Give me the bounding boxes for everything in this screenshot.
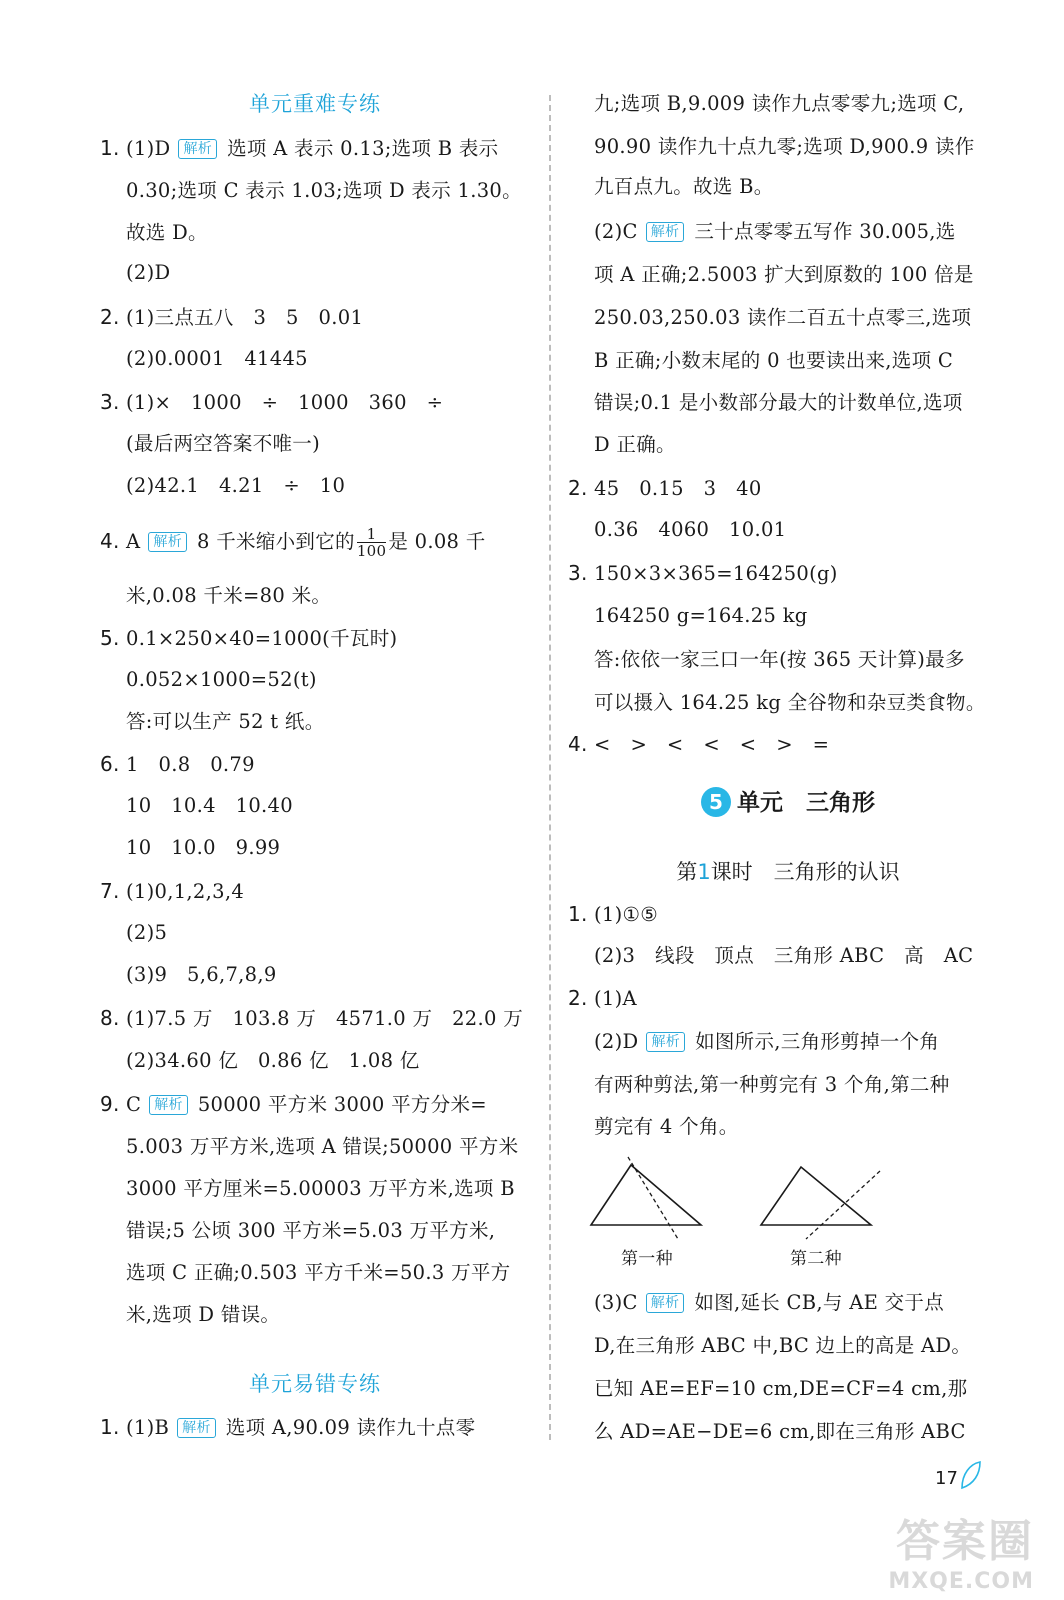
answer-line: 8. (1)7.5 万 103.8 万 4571.0 万 22.0 万	[100, 1006, 524, 1030]
answer-line: 剪完有 4 个角。	[594, 1115, 739, 1138]
answer-line: 0.30;选项 C 表示 1.03;选项 D 表示 1.30。	[126, 179, 522, 202]
analysis-tag: 解析	[646, 1032, 685, 1052]
answer-line: 3. 150×3×365=164250(g)	[568, 561, 838, 585]
figure-label-second: 第二种	[790, 1249, 842, 1269]
answer-line: 么 AD=AE−DE=6 cm,即在三角形 ABC	[594, 1420, 966, 1443]
answer-line: 164250 g=164.25 kg	[594, 604, 808, 627]
answer-line: 可以摄入 164.25 kg 全谷物和杂豆类食物。	[594, 691, 986, 714]
answer-line: 答:依依一家三口一年(按 365 天计算)最多	[594, 648, 965, 671]
answer-line: 米,0.08 千米=80 米。	[126, 584, 332, 607]
answer-line: 4. A 解析 8 千米缩小到它的 $\frac{1}{100}$ 是 0.08 千	[100, 525, 486, 560]
figure-first-cut	[591, 1157, 701, 1239]
answer-line: B 正确;小数末尾的 0 也要读出来,选项 C	[594, 349, 954, 372]
answer-line: 2. (1)三点五八 3 5 0.01	[100, 305, 364, 329]
answer-line: (2)D 解析 如图所示,三角形剪掉一个角	[594, 1030, 940, 1053]
answer-line: 250.03,250.03 读作二百五十点零三,选项	[594, 306, 972, 329]
answer-line: 答:可以生产 52 t 纸。	[126, 710, 325, 733]
answer-line: 7. (1)0,1,2,3,4	[100, 879, 245, 903]
answer-line: (2)3 线段 顶点 三角形 ABC 高 AC	[594, 944, 974, 967]
leaf-icon	[958, 1460, 984, 1490]
answer-line: 1. (1)D 解析 选项 A 表示 0.13;选项 B 表示	[100, 136, 499, 160]
answer-line: 1. (1)①⑤	[568, 902, 659, 926]
unit-number-badge: 5	[701, 787, 731, 817]
answer-line: 3000 平方厘米=5.00003 万平方米,选项 B	[126, 1177, 515, 1200]
analysis-tag: 解析	[646, 1293, 685, 1313]
answer-line: 1. (1)B 解析 选项 A,90.09 读作九十点零	[100, 1415, 476, 1439]
answer-line: (2)42.1 4.21 ÷ 10	[126, 474, 346, 497]
unit-heading: 5 单元 三角形	[568, 784, 1008, 817]
answer-line: 0.052×1000=52(t)	[126, 668, 317, 691]
answer-line: 6. 1 0.8 0.79	[100, 752, 255, 776]
answer-line: 2. 45 0.15 3 40	[568, 476, 762, 500]
answer-line: (2)D	[126, 261, 171, 284]
answer-line: D 正确。	[594, 433, 676, 456]
answer-line: (2)0.0001 41445	[126, 347, 308, 370]
answer-line: 4. < > < < < > =	[568, 732, 830, 756]
answer-line: 已知 AE=EF=10 cm,DE=CF=4 cm,那	[594, 1377, 968, 1400]
analysis-tag: 解析	[178, 139, 217, 159]
column-divider	[549, 95, 551, 1440]
answer-line: D,在三角形 ABC 中,BC 边上的高是 AD。	[594, 1334, 972, 1357]
answer-line: 九百点九。故选 B。	[594, 175, 774, 198]
triangle-shape	[591, 1165, 701, 1225]
figure-second-cut	[761, 1167, 880, 1239]
triangle-shape	[761, 1167, 871, 1225]
answer-line: 故选 D。	[126, 221, 208, 244]
answer-line: (3)C 解析 如图,延长 CB,与 AE 交于点	[594, 1291, 945, 1314]
answer-line: 5.003 万平方米,选项 A 错误;50000 平方米	[126, 1135, 519, 1158]
answer-line: 3. (1)× 1000 ÷ 1000 360 ÷	[100, 390, 444, 414]
answer-line: 10 10.0 9.99	[126, 836, 281, 859]
analysis-tag: 解析	[646, 222, 685, 242]
answer-line: 九;选项 B,9.009 读作九点零零九;选项 C,	[594, 92, 965, 115]
answer-note: (最后两空答案不唯一)	[126, 432, 321, 455]
analysis-tag: 解析	[149, 1095, 188, 1115]
answer-line: 2. (1)A	[568, 986, 637, 1010]
answer-line: 错误;5 公顷 300 平方米=5.03 万平方米,	[126, 1219, 496, 1242]
section-title-key-practice: 单元重难专练	[249, 92, 381, 116]
answer-line: 选项 C 正确;0.503 平方千米=50.3 万平方	[126, 1261, 511, 1284]
answer-line: 5. 0.1×250×40=1000(千瓦时)	[100, 626, 398, 650]
section-title-error-practice: 单元易错专练	[249, 1372, 381, 1396]
page-number: 17	[935, 1468, 958, 1489]
answer-line: 有两种剪法,第一种剪完有 3 个角,第二种	[594, 1073, 950, 1096]
analysis-tag: 解析	[177, 1418, 216, 1438]
watermark: 答案圈 MXQE.COM	[888, 1516, 1034, 1594]
answer-line: (3)9 5,6,7,8,9	[126, 963, 277, 986]
answer-line: (2)C 解析 三十点零零五写作 30.005,选	[594, 220, 956, 243]
answer-line: 9. C 解析 50000 平方米 3000 平方分米=	[100, 1092, 487, 1116]
analysis-tag: 解析	[148, 532, 187, 552]
answer-line: 0.36 4060 10.01	[594, 518, 787, 541]
answer-line: 米,选项 D 错误。	[126, 1303, 281, 1326]
answer-line: (2)34.60 亿 0.86 亿 1.08 亿	[126, 1049, 420, 1072]
answer-line: 90.90 读作九十点九零;选项 D,900.9 读作	[594, 135, 975, 158]
lesson-heading: 第1课时 三角形的认识	[676, 860, 900, 884]
answer-line: (2)5	[126, 921, 168, 944]
fraction-one-hundredth: $\frac{1}{100}$	[356, 525, 387, 560]
figure-label-first: 第一种	[621, 1249, 673, 1269]
answer-line: 错误;0.1 是小数部分最大的计数单位,选项	[594, 391, 963, 414]
answer-line: 10 10.4 10.40	[126, 794, 293, 817]
answer-line: 项 A 正确;2.5003 扩大到原数的 100 倍是	[594, 263, 974, 286]
